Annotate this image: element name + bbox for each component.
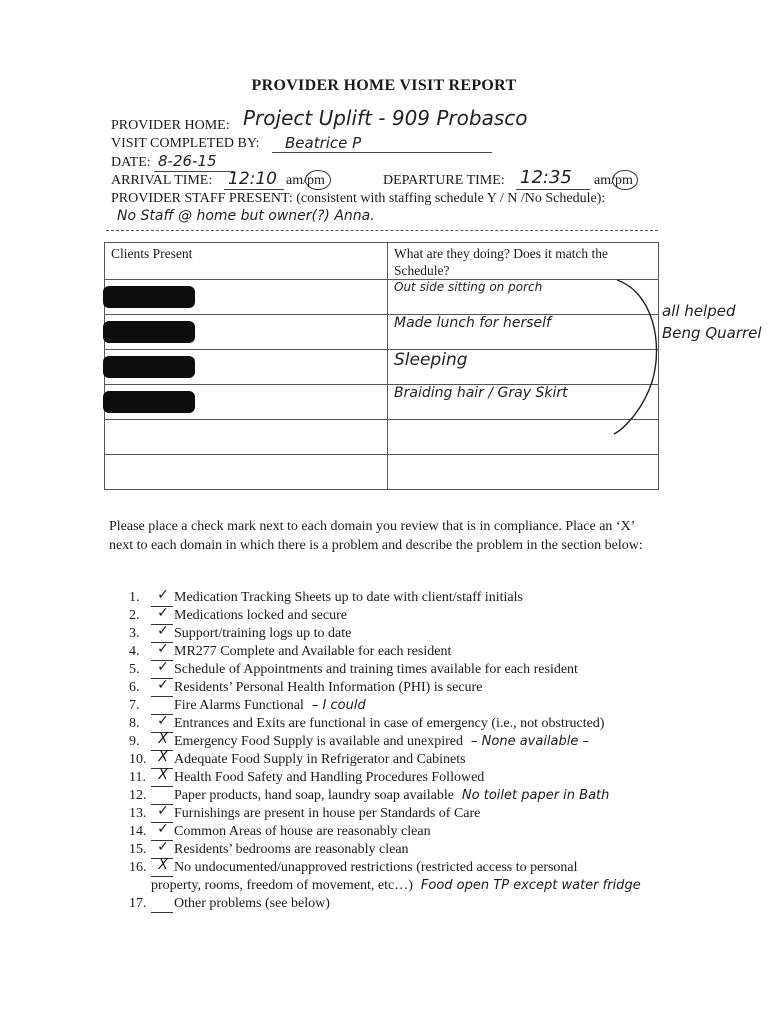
item-text: Residents’ bedrooms are reasonably clean: [174, 842, 409, 857]
departure-line: [516, 189, 590, 190]
check-mark: ✓: [157, 623, 169, 639]
check-mark: ✓: [157, 677, 169, 693]
table-row: [105, 315, 659, 350]
instructions-text: Please place a check mark next to each domain you review that is in compliance. Place an ‘X’ next to each domain in which there is a problem and describe the problem in the section below:: [109, 519, 643, 553]
check-mark: X: [158, 731, 168, 747]
arrival-label: ARRIVAL TIME:: [111, 173, 213, 188]
table-row: [105, 350, 659, 385]
item-number: 2.: [129, 608, 140, 623]
pm-circle-mark: [305, 170, 331, 190]
table-row: [105, 455, 659, 490]
check-mark: X: [158, 767, 168, 783]
item-number: 5.: [129, 662, 140, 677]
checkbox-blank[interactable]: [151, 857, 173, 877]
check-mark: ✓: [157, 803, 169, 819]
client-name-cell: [105, 350, 388, 385]
checklist-item: [129, 749, 474, 769]
check-mark: ✓: [157, 605, 169, 621]
checklist-item: [151, 878, 641, 894]
check-mark: ✓: [157, 713, 169, 729]
checkbox-blank[interactable]: [151, 677, 173, 697]
item-note[interactable]: – I could: [311, 698, 366, 713]
item-number: 9.: [129, 734, 140, 749]
checklist-item: [129, 803, 488, 823]
activity-cell[interactable]: Sleeping: [388, 350, 659, 385]
checkbox-blank[interactable]: [151, 896, 173, 913]
staff-present-label: PROVIDER STAFF PRESENT: (consistent with staffing schedule Y / N /No Schedule):: [111, 191, 606, 206]
redacted-name: [103, 321, 195, 343]
checkbox-blank[interactable]: [151, 767, 173, 787]
handwritten-brace-mark: [612, 272, 672, 442]
item-text: Medications locked and secure: [174, 608, 347, 623]
activity-cell[interactable]: Out side sitting on porch: [388, 280, 659, 315]
item-text: property, rooms, freedom of movement, etc…): [151, 878, 413, 893]
item-number: 10.: [129, 752, 147, 767]
item-text: Furnishings are present in house per Standards of Care: [174, 806, 481, 821]
clients-present-header: Clients Present: [105, 243, 388, 280]
item-text: Adequate Food Supply in Refrigerator and Cabinets: [174, 752, 466, 767]
redacted-name: [103, 391, 195, 413]
item-note[interactable]: No toilet paper in Bath: [461, 788, 610, 803]
checklist-item: [129, 659, 586, 679]
client-name-cell: [105, 420, 388, 455]
visit-completed-line: [272, 152, 492, 153]
checklist-item: [129, 896, 338, 913]
check-mark: ✓: [157, 641, 169, 657]
checklist-item: [129, 767, 492, 787]
check-mark: ✓: [157, 659, 169, 675]
table-row: [105, 420, 659, 455]
provider-home-value[interactable]: Project Uplift - 909 Probasco: [243, 106, 528, 130]
arrival-ampm: am/pm: [286, 173, 325, 188]
item-text: Support/training logs up to date: [174, 626, 352, 641]
item-number: 6.: [129, 680, 140, 695]
date-label: DATE:: [111, 155, 151, 170]
item-text: Other problems (see below): [174, 896, 330, 911]
client-name-cell: [105, 385, 388, 420]
item-number: 7.: [129, 698, 140, 713]
check-mark: ✓: [157, 821, 169, 837]
departure-ampm: am/pm: [594, 173, 633, 188]
item-number: 16.: [129, 860, 147, 875]
side-note: all helped Beng Quarrel: [662, 302, 762, 342]
arrival-line: [224, 189, 284, 190]
client-name-cell: [105, 280, 388, 315]
item-text: MR277 Complete and Available for each resident: [174, 644, 452, 659]
activity-cell[interactable]: Made lunch for herself: [388, 315, 659, 350]
page-title: PROVIDER HOME VISIT REPORT: [251, 77, 517, 94]
item-number: 17.: [129, 896, 147, 911]
staff-divider: [106, 230, 658, 231]
checklist-item: [129, 677, 490, 697]
provider-home-label: PROVIDER HOME:: [111, 118, 230, 133]
redacted-name: [103, 356, 195, 378]
activity-header: What are they doing? Does it match the Schedule?: [388, 243, 659, 280]
date-line: [154, 171, 234, 172]
item-text: Health Food Safety and Handling Procedures Followed: [174, 770, 485, 785]
item-number: 4.: [129, 644, 140, 659]
activity-cell[interactable]: [388, 455, 659, 490]
checklist-item: [129, 788, 609, 805]
check-mark: ✓: [157, 839, 169, 855]
item-text: Schedule of Appointments and training times available for each resident: [174, 662, 578, 677]
departure-value[interactable]: 12:35: [520, 167, 572, 188]
item-text: Paper products, hand soap, laundry soap available: [174, 788, 454, 803]
check-mark: X: [158, 857, 168, 873]
redacted-name: [103, 286, 195, 308]
item-text: Entrances and Exits are functional in case of emergency (i.e., not obstructed): [174, 716, 605, 731]
visit-completed-value[interactable]: Beatrice P: [285, 134, 362, 152]
item-number: 11.: [129, 770, 146, 785]
checklist-item: [129, 857, 586, 877]
visit-completed-label: VISIT COMPLETED BY:: [111, 136, 260, 151]
clients-table: [104, 242, 659, 490]
pm-circle-mark-2: [612, 170, 638, 190]
item-number: 1.: [129, 590, 140, 605]
client-name-cell: [105, 455, 388, 490]
check-mark: X: [158, 749, 168, 765]
date-value[interactable]: 8-26-15: [158, 152, 217, 170]
arrival-value[interactable]: 12:10: [228, 169, 277, 189]
item-note[interactable]: – None available –: [471, 734, 590, 749]
item-number: 15.: [129, 842, 147, 857]
departure-label: DEPARTURE TIME:: [383, 173, 505, 188]
item-number: 3.: [129, 626, 140, 641]
checklist-item: [129, 821, 439, 841]
checklist-item: [129, 641, 459, 661]
item-text: Fire Alarms Functional: [174, 698, 304, 713]
item-note[interactable]: Food open TP except water fridge: [420, 878, 641, 893]
table-row: [105, 280, 659, 315]
checklist-item: [129, 713, 612, 733]
item-text: Common Areas of house are reasonably clean: [174, 824, 431, 839]
item-number: 14.: [129, 824, 147, 839]
checklist-item: [129, 587, 531, 607]
check-mark: ✓: [157, 587, 169, 603]
item-text: Emergency Food Supply is available and unexpired: [174, 734, 464, 749]
item-text: No undocumented/unapproved restrictions (restricted access to personal: [174, 860, 578, 875]
client-name-cell: [105, 315, 388, 350]
item-number: 13.: [129, 806, 147, 821]
item-number: 8.: [129, 716, 140, 731]
checklist-item: [129, 731, 590, 751]
item-text: Medication Tracking Sheets up to date with client/staff initials: [174, 590, 523, 605]
table-row: [105, 385, 659, 420]
activity-cell[interactable]: Braiding hair / Gray Skirt: [388, 385, 659, 420]
staff-present-value[interactable]: No Staff @ home but owner(?) Anna.: [117, 208, 375, 224]
item-number: 12.: [129, 788, 147, 803]
item-text: Residents’ Personal Health Information (PHI) is secure: [174, 680, 483, 695]
